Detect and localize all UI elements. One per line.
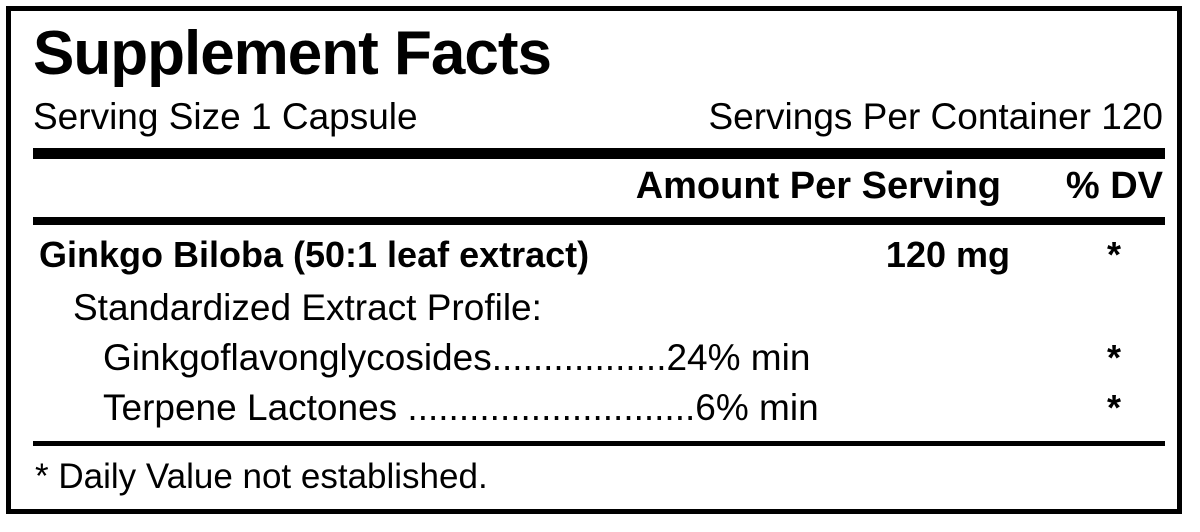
standardized-extract-profile-heading: Standardized Extract Profile: [73, 287, 542, 328]
percent-dv-header: % DV [1065, 165, 1163, 207]
profile-row-dv: * [1106, 337, 1121, 378]
column-headers-row [33, 163, 1165, 211]
profile-row-terpene-lactones [73, 383, 1165, 433]
main-ingredient-name: Ginkgo Biloba (50:1 leaf extract) [39, 234, 590, 275]
servings-per-container-text: Servings Per Container 120 [708, 96, 1163, 137]
divider-thick-top [33, 148, 1165, 159]
profile-row-ginkgoflavonglycosides [73, 333, 1165, 383]
main-ingredient-row [33, 231, 1165, 283]
profile-row-text: Ginkgoflavonglycosides.................24% min [103, 337, 811, 378]
main-ingredient-amount: 120 mg [885, 234, 1010, 275]
footnote-text: * Daily Value not established. [35, 457, 488, 496]
divider-under-headers [33, 217, 1165, 225]
panel-inner [33, 19, 1165, 503]
serving-size-text: Serving Size 1 Capsule [33, 96, 418, 137]
main-ingredient-dv: * [1106, 234, 1121, 275]
serving-info-row [33, 95, 1165, 141]
divider-above-footnote [33, 441, 1165, 446]
profile-row-text: Terpene Lactones ............................6% min [103, 387, 819, 428]
profile-row-dv: * [1106, 387, 1121, 428]
supplement-facts-panel [6, 6, 1182, 514]
panel-title: Supplement Facts [33, 19, 551, 88]
amount-per-serving-header: Amount Per Serving [635, 165, 1001, 207]
